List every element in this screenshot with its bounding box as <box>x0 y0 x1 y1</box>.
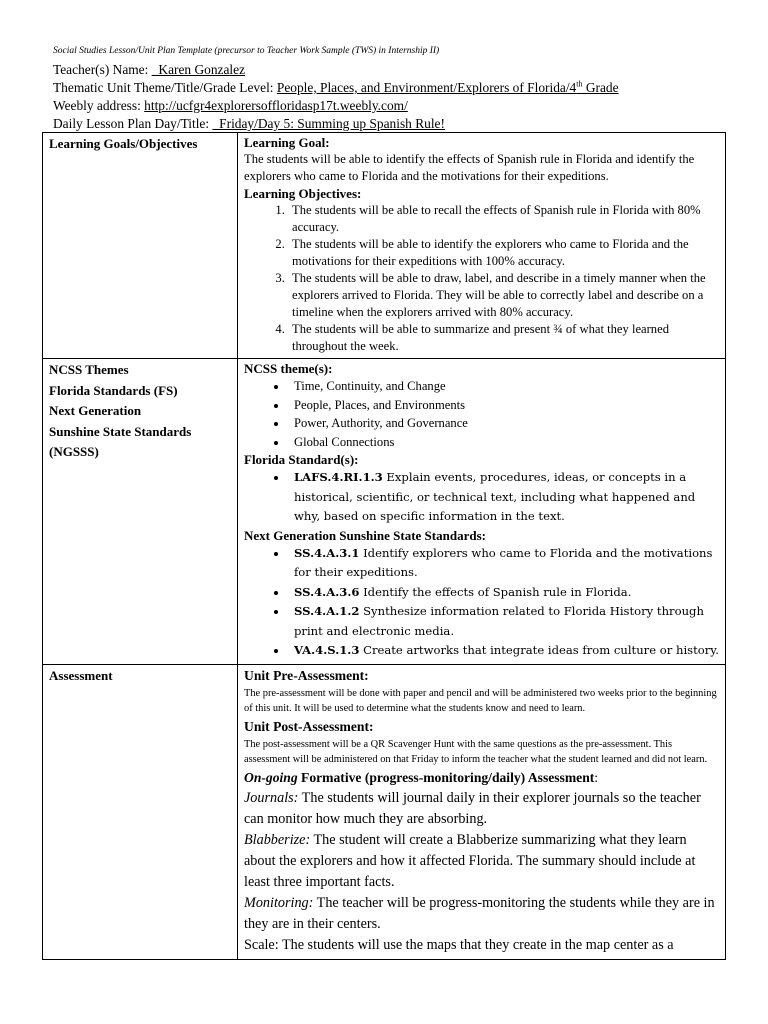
standard-code: SS.4.A.1.2 <box>294 604 360 618</box>
grade-superscript: th <box>576 79 583 89</box>
standard-text: Identify explorers who came to Florida and the motivations for their expeditions. <box>294 545 713 579</box>
objective-item: 4. The students will be able to summarize and present ¾ of what they learned throughout the week. <box>288 321 720 355</box>
ngsss-item <box>288 602 720 641</box>
theme-value: People, Places, and Environment/Explorers of Florida/4th Grade <box>276 79 619 95</box>
ncss-item: • Global Connections <box>288 433 720 452</box>
objectives-list <box>244 202 720 355</box>
goals-right-cell <box>238 133 726 359</box>
standards-right-cell <box>238 359 726 665</box>
assessment-row <box>43 664 726 959</box>
ncss-item: • Power, Authority, and Governance <box>288 414 720 433</box>
standards-row <box>43 359 726 665</box>
standards-left-line: Sunshine State Standards <box>49 423 192 439</box>
florida-standards-heading: Florida Standard(s): <box>244 452 359 467</box>
standard-code: VA.4.S.1.3 <box>294 643 360 657</box>
daily-label: Daily Lesson Plan Day/Title: <box>53 116 210 131</box>
ncss-item: • People, Places, and Environments <box>288 396 720 415</box>
teacher-name-line <box>53 62 245 78</box>
ncss-heading: NCSS theme(s): <box>244 361 333 376</box>
ngsss-item <box>288 544 720 583</box>
standard-code: SS.4.A.3.6 <box>294 584 360 599</box>
ncss-item: • Time, Continuity, and Change <box>288 377 720 396</box>
weebly-line <box>53 98 408 114</box>
learning-objectives-heading: Learning Objectives: <box>244 186 362 201</box>
standards-left-cell <box>43 359 238 665</box>
standard-text: Identify the effects of Spanish rule in Florida. <box>359 584 632 599</box>
pre-assessment-text: The pre-assessment will be done with paper and pencil and will be administered two weeks prior to the beginning of this unit. It will be used to determine what the students know and need to learn. <box>244 687 717 715</box>
standard-text: Create artworks that integrate ideas from culture or history. <box>359 643 719 657</box>
standards-left-line: NCSS Themes <box>49 362 129 377</box>
objective-item: 1. The students will be able to recall the effects of Spanish rule in Florida with 80% accuracy. <box>288 202 720 236</box>
scale-text: Scale: The students will use the maps that they create in the map center as a <box>244 936 674 953</box>
assessment-left-cell <box>43 664 238 959</box>
daily-lesson-line <box>53 116 445 132</box>
standards-left-line: (NGSSS) <box>49 444 99 459</box>
ncss-list <box>244 377 720 451</box>
standards-left-line: Next Generation <box>49 403 142 418</box>
post-assessment-heading: Unit Post-Assessment: <box>244 718 374 734</box>
assessment-right-cell <box>238 664 726 959</box>
standard-code: LAFS.4.RI.1.3 <box>294 470 383 484</box>
standard-text: Synthesize information related to Florida History through print and electronic media. <box>294 604 704 638</box>
blabberize-text: Blabberize: The student will create a Blabberize summarizing what they learn about the explorers and how it affected Florida. The summary should include at least three important facts. <box>244 831 696 890</box>
pre-assessment-heading: Unit Pre-Assessment: <box>244 667 369 683</box>
journals-text: Journals: The students will journal daily in their explorer journals so the teacher can monitor how much they are absorbing. <box>244 789 701 827</box>
template-note: Social Studies Lesson/Unit Plan Template (precursor to Teacher Work Sample (TWS) in Internship II) <box>53 46 440 56</box>
florida-standards-list <box>244 468 720 527</box>
daily-value: _Friday/Day 5: Summing up Spanish Rule! <box>212 116 445 131</box>
thematic-unit-line <box>53 80 619 96</box>
objective-item: 3. The students will be able to draw, label, and describe in a timely manner when the explorers arrived to Florida. They will be able to correctly label and describe on a timeline when the explorers arrived with 80% accuracy. <box>288 270 720 321</box>
learning-goal-text: The students will be able to identify the effects of Spanish rule in Florida and identify the explorers who came to Florida and the motivations for their expeditions. <box>244 152 695 183</box>
goals-left-cell <box>43 133 238 359</box>
teacher-label: Teacher(s) Name: <box>53 62 149 77</box>
teacher-value: _Karen Gonzalez <box>151 62 246 77</box>
goals-label: Learning Goals/Objectives <box>49 136 198 151</box>
ngsss-item <box>288 583 720 603</box>
ongoing-assessment-heading: On-going Formative (progress-monitoring/daily) Assessment: <box>244 769 599 785</box>
monitoring-text: Monitoring: The teacher will be progress-monitoring the students while they are in they are in their centers. <box>244 894 715 932</box>
standard-code: SS.4.A.3.1 <box>294 545 360 560</box>
objective-item: 2. The students will be able to identify the explorers who came to Florida and the motivations for their expeditions with 100% accuracy. <box>288 236 720 270</box>
assessment-label: Assessment <box>49 667 113 683</box>
weebly-label: Weebly address: <box>53 98 141 113</box>
learning-goal-heading: Learning Goal: <box>244 135 330 150</box>
ngsss-heading: Next Generation Sunshine State Standards: <box>244 527 486 543</box>
standards-left-line: Florida Standards (FS) <box>49 382 178 398</box>
standard-text: Explain events, procedures, ideas, or concepts in a historical, scientific, or technical text, including what happened and why, based on specific information in the text. <box>294 470 696 523</box>
goals-row <box>43 133 726 359</box>
post-assessment-text: The post-assessment will be a QR Scavenger Hunt with the same questions as the pre-assessment. This assessment will be administered on that Friday to inform the teacher what the student learned and did not learn. <box>244 738 708 766</box>
lesson-plan-table <box>42 132 726 960</box>
ngsss-item <box>288 641 720 661</box>
florida-standard-item <box>288 468 720 527</box>
ngsss-list <box>244 544 720 661</box>
weebly-link[interactable]: http://ucfgr4explorersoffloridasp17t.weebly.com/ <box>144 98 408 113</box>
theme-label: Thematic Unit Theme/Title/Grade Level: <box>53 80 274 95</box>
